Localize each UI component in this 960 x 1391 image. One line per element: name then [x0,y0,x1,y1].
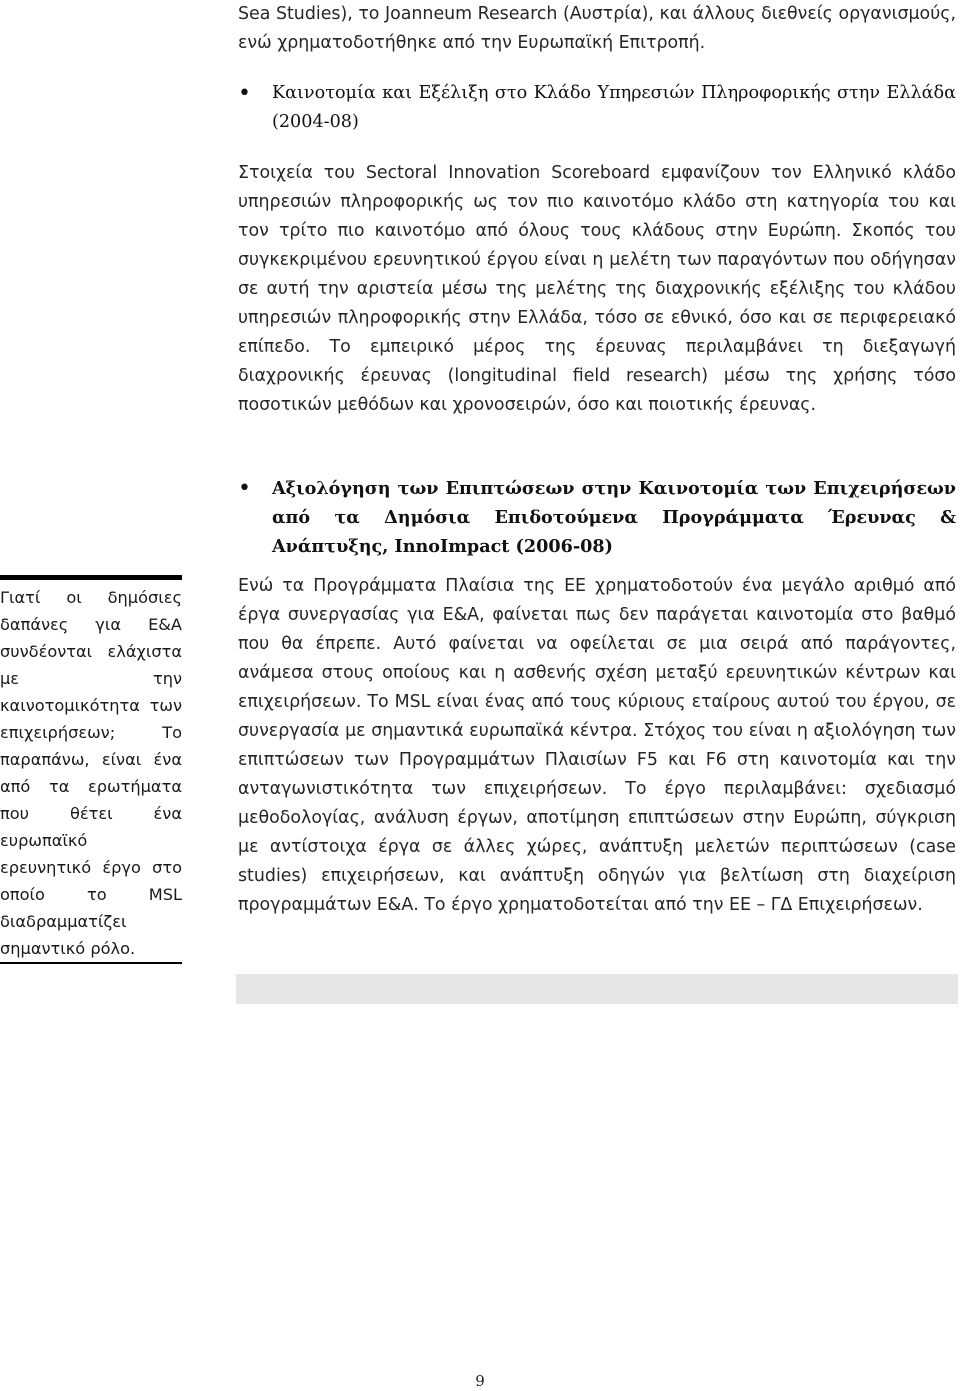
intro-paragraph: Sea Studies), το Joanneum Research (Αυστρία), και άλλους διεθνείς οργανισμούς, ενώ χρηματοδοτήθηκε από την Ευρωπαϊκή Επιτροπή. [238,4,956,53]
section-2-heading [238,474,956,564]
bullet-icon: • [238,476,251,501]
section-2-body: Ενώ τα Προγράμματα Πλαίσια της ΕΕ χρηματοδοτούν ένα μεγάλο αριθμό από έργα συνεργασίας για Ε&Α, φαίνεται πως δεν παράγεται καινοτομία στο βαθμό που θα έπρεπε. Αυτό φαίνεται να οφείλεται σε μια σειρά από παράγοντες, ανάμεσα στους οποίους και η ασθενής σχέση μεταξύ ερευνητικών κέντρων και επιχειρήσεων. Το MSL είναι ένας από τους κύριους εταίρους αυτού του έργου, σε συνεργασία με σημαντικά ευρωπαϊκά κέντρα. Στόχος του είναι η αξιολόγηση των επιπτώσεων των Προγραμμάτων Πλαισίων F5 και F6 στη καινοτομία και την ανταγωνιστικότητα των επιχειρήσεων. Το έργο περιλαμβάνει: σχεδιασμό μεθοδολογίας, ανάλυση έργων, αποτίμηση επιπτώσεων στην Ευρώπη, σύγκριση με αντίστοιχα έργα σε άλλες χώρες, ανάπτυξη μελετών περιπτώσεων (case studies) επιχειρήσεων, και ανάπτυξη οδηγών για βελτίωση στη διαχείριση προγραμμάτων Ε&Α. Το έργο χρηματοδοτείται από την ΕΕ – ΓΔ Επιχειρήσεων. [238,576,956,915]
section-1-heading [238,79,956,139]
bullet-icon: • [238,81,251,106]
grey-band [236,974,958,1004]
section-1-title: Καινοτομία και Εξέλιξη στο Κλάδο Υπηρεσιών Πληροφορικής στην Ελλάδα (2004-08) [272,83,956,132]
sidebar-callout [0,575,182,964]
sidebar-bottom-rule [0,962,182,964]
page-number: 9 [475,1372,485,1390]
section-2-title: Αξιολόγηση των Επιπτώσεων στην Καινοτομία των Επιχειρήσεων από τα Δημόσια Επιδοτούμενα Προγράμματα Έρευνας & Ανάπτυξης, InnoImpact (2006-08) [272,478,956,557]
section-1-body: Στοιχεία του Sectoral Innovation Scoreboard εμφανίζουν τον Ελληνικό κλάδο υπηρεσιών πληροφορικής ως τον πιο καινοτόμο κλάδο στη κατηγορία του και τον τρίτο πιο καινοτόμο από όλους τους κλάδους στην Ευρώπη. Σκοπός του συγκεκριμένου ερευνητικού έργου είναι η μελέτη των παραγόντων που οδήγησαν σε αυτή την αριστεία μέσω της μελέτης της διαχρονικής εξέλιξης του κλάδου υπηρεσιών πληροφορικής στην Ελλάδα, τόσο σε εθνικό, όσο και σε περιφερειακό επίπεδο. Το εμπειρικό μέρος της έρευνας περιλαμβάνει τη διεξαγωγή διαχρονικής έρευνας (longitudinal field research) μέσω της χρήσης τόσο ποσοτικών μεθόδων και χρονοσειρών, όσο και ποιοτικής έρευνας. [238,163,956,415]
sidebar-text: Γιατί οι δημόσιες δαπάνες για Ε&Α συνδέονται ελάχιστα με την καινοτομικότητα των επιχειρήσεων; Το παραπάνω, είναι ένα από τα ερωτήματα που θέτει ένα ευρωπαϊκό ερευνητικό έργο στο οποίο το MSL διαδραμματίζει σημαντικό ρόλο. [0,588,182,958]
